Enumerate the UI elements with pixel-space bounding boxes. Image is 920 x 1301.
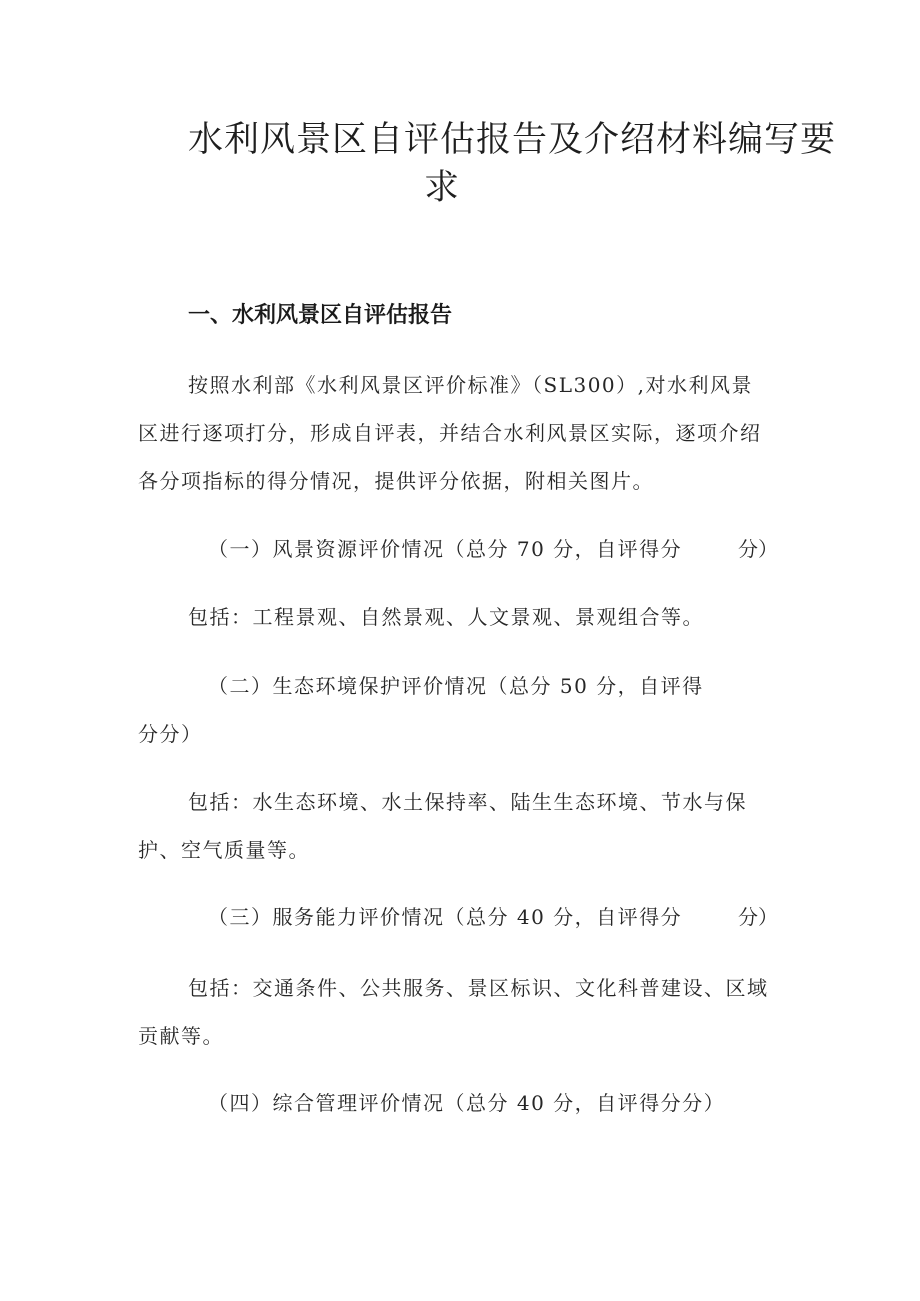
item2-detail-line-1: 包括：水生态环境、水土保持率、陆生生态环境、节水与保 [188,790,747,814]
document-title-line2: 求 [424,168,461,208]
section-heading: 一、水利风景区自评估报告 [188,303,453,328]
item4-title: （四）综合管理评价情况（总分 40 分，自评得分分） [208,1091,726,1115]
item1-score-tail: 分） [738,537,778,561]
document-title-line1: 水利风景区自评估报告及介绍材料编写要 [188,120,837,160]
item3-score-tail: 分） [738,905,778,929]
item1-detail: 包括：工程景观、自然景观、人文景观、景观组合等。 [188,605,704,629]
intro-line-1: 按照水利部《水利风景区评价标准》（SL300）,对水利风景 [188,373,754,397]
item2-title: （二）生态环境保护评价情况（总分 50 分，自评得 [208,674,704,698]
intro-line-2: 区进行逐项打分，形成自评表，并结合水利风景区实际，逐项介绍 [138,421,762,445]
item3-title: （三）服务能力评价情况（总分 40 分，自评得分 [208,905,683,929]
item3-detail-line-2: 贡献等。 [138,1024,224,1048]
intro-line-3: 各分项指标的得分情况，提供评分依据，附相关图片。 [138,469,654,493]
item2-detail-line-2: 护、空气质量等。 [138,838,310,862]
item1-title: （一）风景资源评价情况（总分 70 分，自评得分 [208,537,683,561]
item3-detail-line-1: 包括：交通条件、公共服务、景区标识、文化科普建设、区域 [188,976,769,1000]
item2-score-tail: 分分） [138,722,203,746]
